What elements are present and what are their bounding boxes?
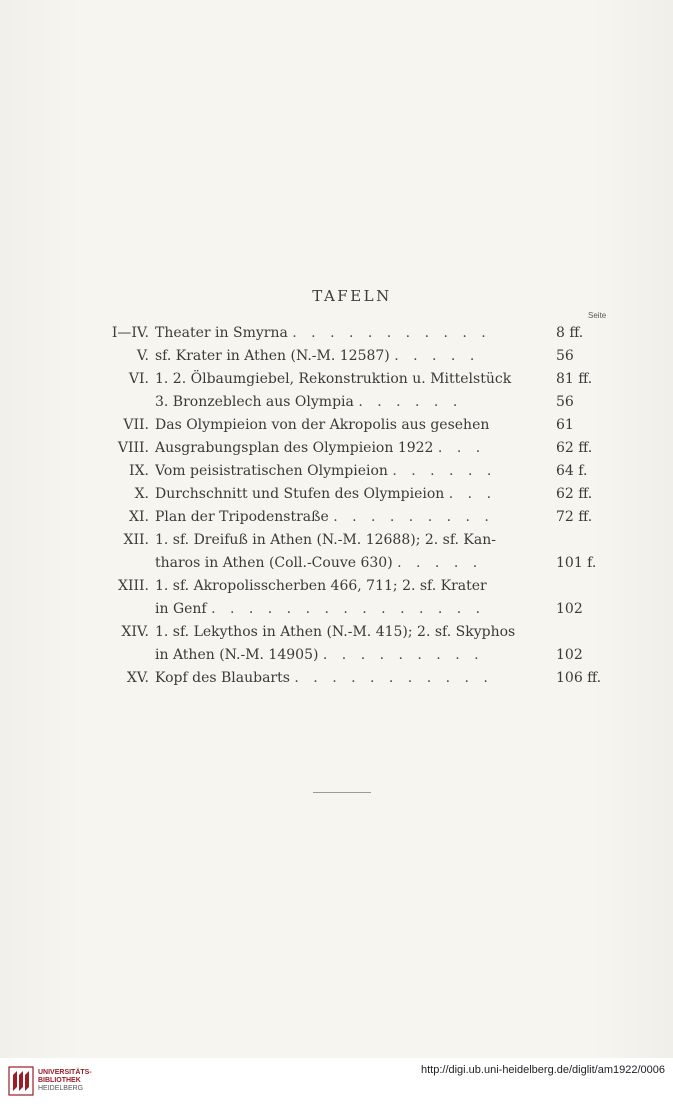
plate-number: VIII. (117, 440, 149, 456)
plate-title: tharos in Athen (Coll.-Couve 630) . . . . . (155, 555, 483, 571)
page-column-label: Seite (588, 311, 607, 320)
page-reference: 64 f. (556, 463, 588, 479)
plate-number: V. (136, 348, 149, 364)
closing-rule (313, 792, 371, 793)
page-title: TAFELN (312, 287, 392, 305)
page-reference: 72 ff. (556, 509, 593, 525)
plate-number: XII. (123, 532, 149, 548)
library-logo-icon (8, 1066, 34, 1096)
library-logo-text: UNIVERSITÄTS- BIBLIOTHEK HEIDELBERG (38, 1069, 92, 1092)
page-reference: 106 ff. (556, 670, 602, 686)
digitization-footer (0, 1058, 673, 1106)
plate-title: 1. sf. Akropolisscherben 466, 711; 2. sf. Krater (155, 578, 487, 594)
list-item (0, 414, 673, 437)
page-reference: 101 f. (556, 555, 597, 571)
plate-number: XV. (126, 670, 149, 686)
page-reference: 81 ff. (556, 371, 593, 387)
plate-title: Vom peisistratischen Olympieion . . . . . . (155, 463, 497, 479)
plate-title: Theater in Smyrna . . . . . . . . . . . (155, 325, 491, 341)
plate-number: XIV. (121, 624, 149, 640)
list-item (0, 483, 673, 506)
plate-title: 1. 2. Ölbaumgiebel, Rekonstruktion u. Mittelstück (155, 371, 512, 387)
plate-title: Durchschnitt und Stufen des Olympieion . . . (155, 486, 497, 502)
source-url[interactable]: http://digi.ub.uni-heidelberg.de/diglit/am1922/0006 (420, 1064, 665, 1076)
plate-title: in Athen (N.-M. 14905) . . . . . . . . . (155, 647, 484, 663)
list-item (0, 460, 673, 483)
plate-number: IX. (129, 463, 149, 479)
plates-list (0, 322, 673, 690)
plate-number: VII. (123, 417, 149, 433)
list-item (0, 437, 673, 460)
list-item (0, 667, 673, 690)
plate-title: 1. sf. Lekythos in Athen (N.-M. 415); 2. sf. Skyphos (155, 624, 516, 640)
list-item (0, 391, 673, 414)
list-item (0, 598, 673, 621)
page-reference: 8 ff. (556, 325, 584, 341)
list-item (0, 644, 673, 667)
plate-title: in Genf . . . . . . . . . . . . . . . (155, 601, 486, 617)
page-reference: 56 (556, 394, 574, 410)
plate-number: I—IV. (111, 325, 149, 341)
plate-title: 1. sf. Dreifuß in Athen (N.-M. 12688); 2. sf. Kan- (155, 532, 496, 548)
list-item (0, 322, 673, 345)
list-item (0, 345, 673, 368)
plate-title: Ausgrabungsplan des Olympieion 1922 . . . (155, 440, 486, 456)
plate-number: VI. (128, 371, 149, 387)
page-reference: 61 (556, 417, 574, 433)
plate-title: Plan der Tripodenstraße . . . . . . . . . (155, 509, 494, 525)
plate-title: Kopf des Blaubarts . . . . . . . . . . . (155, 670, 493, 686)
plate-number: X. (134, 486, 149, 502)
plate-number: XI. (129, 509, 149, 525)
page-reference: 102 (556, 647, 583, 663)
plate-title: sf. Krater in Athen (N.-M. 12587) . . . . . (155, 348, 480, 364)
page-reference: 62 ff. (556, 440, 593, 456)
page-reference: 102 (556, 601, 583, 617)
list-item (0, 368, 673, 391)
plate-title: Das Olympieion von der Akropolis aus gesehen (155, 417, 490, 433)
list-item (0, 621, 673, 644)
list-item (0, 552, 673, 575)
list-item (0, 575, 673, 598)
plate-title: 3. Bronzeblech aus Olympia . . . . . . (155, 394, 463, 410)
list-item (0, 529, 673, 552)
page-reference: 62 ff. (556, 486, 593, 502)
page-reference: 56 (556, 348, 574, 364)
plate-number: XIII. (117, 578, 149, 594)
list-item (0, 506, 673, 529)
